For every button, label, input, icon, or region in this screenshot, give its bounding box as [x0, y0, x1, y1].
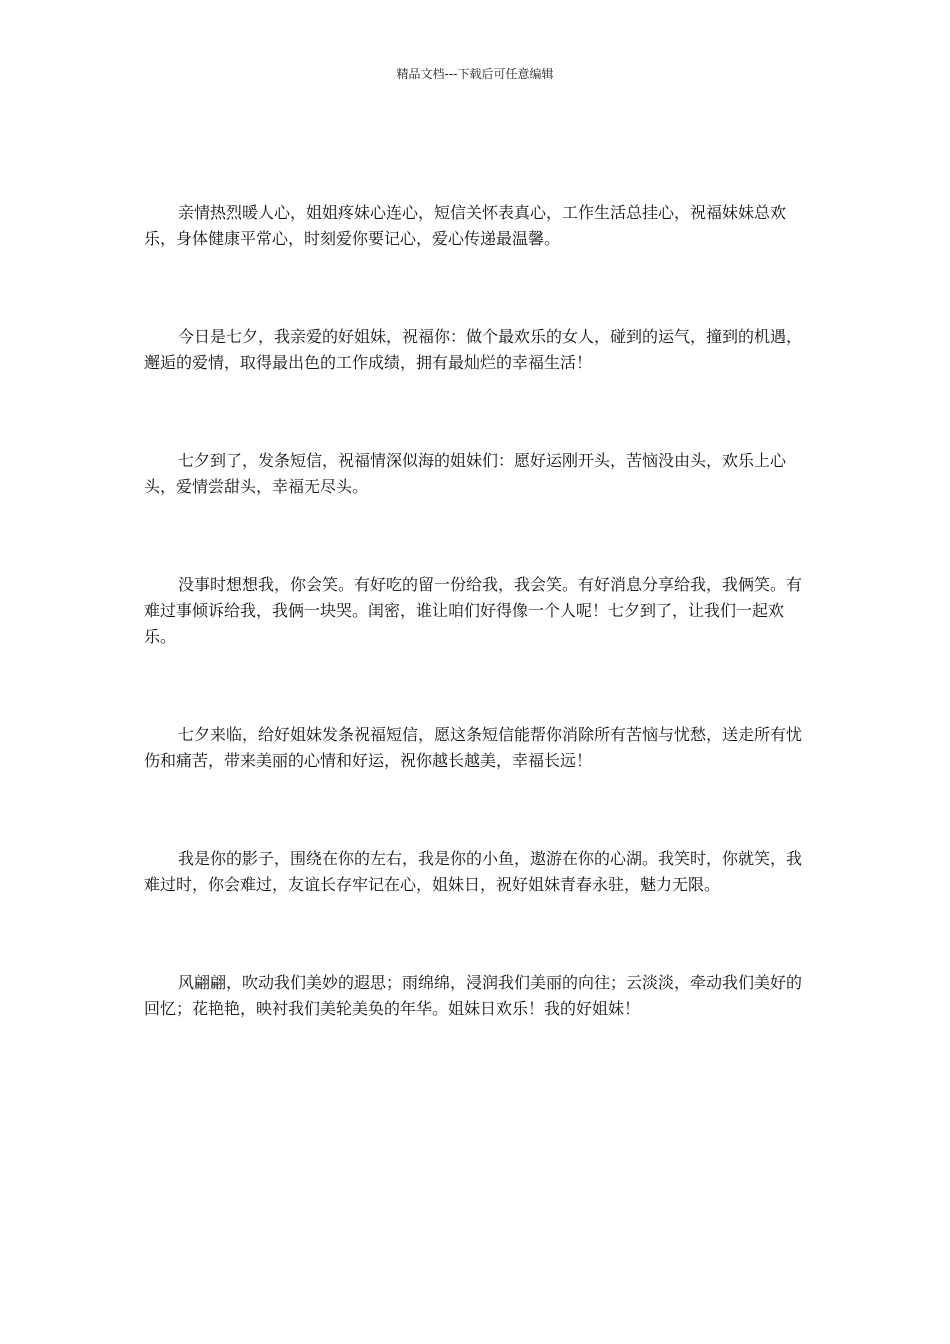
paragraph-2: 今日是七夕，我亲爱的好姐妹，祝福你：做个最欢乐的女人，碰到的运气，撞到的机遇，邂逅的爱情，取得最出色的工作成绩，拥有最灿烂的幸福生活！: [144, 327, 803, 372]
page-header: 精品文档---下载后可任意编辑: [396, 67, 554, 81]
paragraph-7: 风翩翩，吹动我们美妙的遐思；雨绵绵，浸润我们美丽的向往；云淡淡，牵动我们美好的回忆；花艳艳，映衬我们美轮美奂的年华。姐妹日欢乐！我的好姐妹！: [144, 973, 803, 1018]
paragraph-6: 我是你的影子，围绕在你的左右，我是你的小鱼，遨游在你的心湖。我笑时，你就笑，我难过时，你会难过，友谊长存牢记在心，姐妹日，祝好姐妹青春永驻，魅力无限。: [144, 849, 803, 894]
paragraph-3: 七夕到了，发条短信，祝福情深似海的姐妹们：愿好运刚开头，苦恼没由头，欢乐上心头，爱情尝甜头，幸福无尽头。: [144, 451, 787, 496]
paragraph-4: 没事时想想我，你会笑。有好吃的留一份给我，我会笑。有好消息分享给我，我俩笑。有难过事倾诉给我，我俩一块哭。闺密，谁让咱们好得像一个人呢！七夕到了，让我们一起欢乐。: [144, 575, 803, 646]
paragraph-5: 七夕来临，给好姐妹发条祝福短信，愿这条短信能帮你消除所有苦恼与忧愁，送走所有忧伤和痛苦，带来美丽的心情和好运，祝你越长越美，幸福长远！: [144, 725, 803, 770]
paragraph-1: 亲情热烈暖人心，姐姐疼妹心连心，短信关怀表真心，工作生活总挂心，祝福妹妹总欢乐，身体健康平常心，时刻爱你要记心，爱心传递最温馨。: [144, 203, 787, 248]
